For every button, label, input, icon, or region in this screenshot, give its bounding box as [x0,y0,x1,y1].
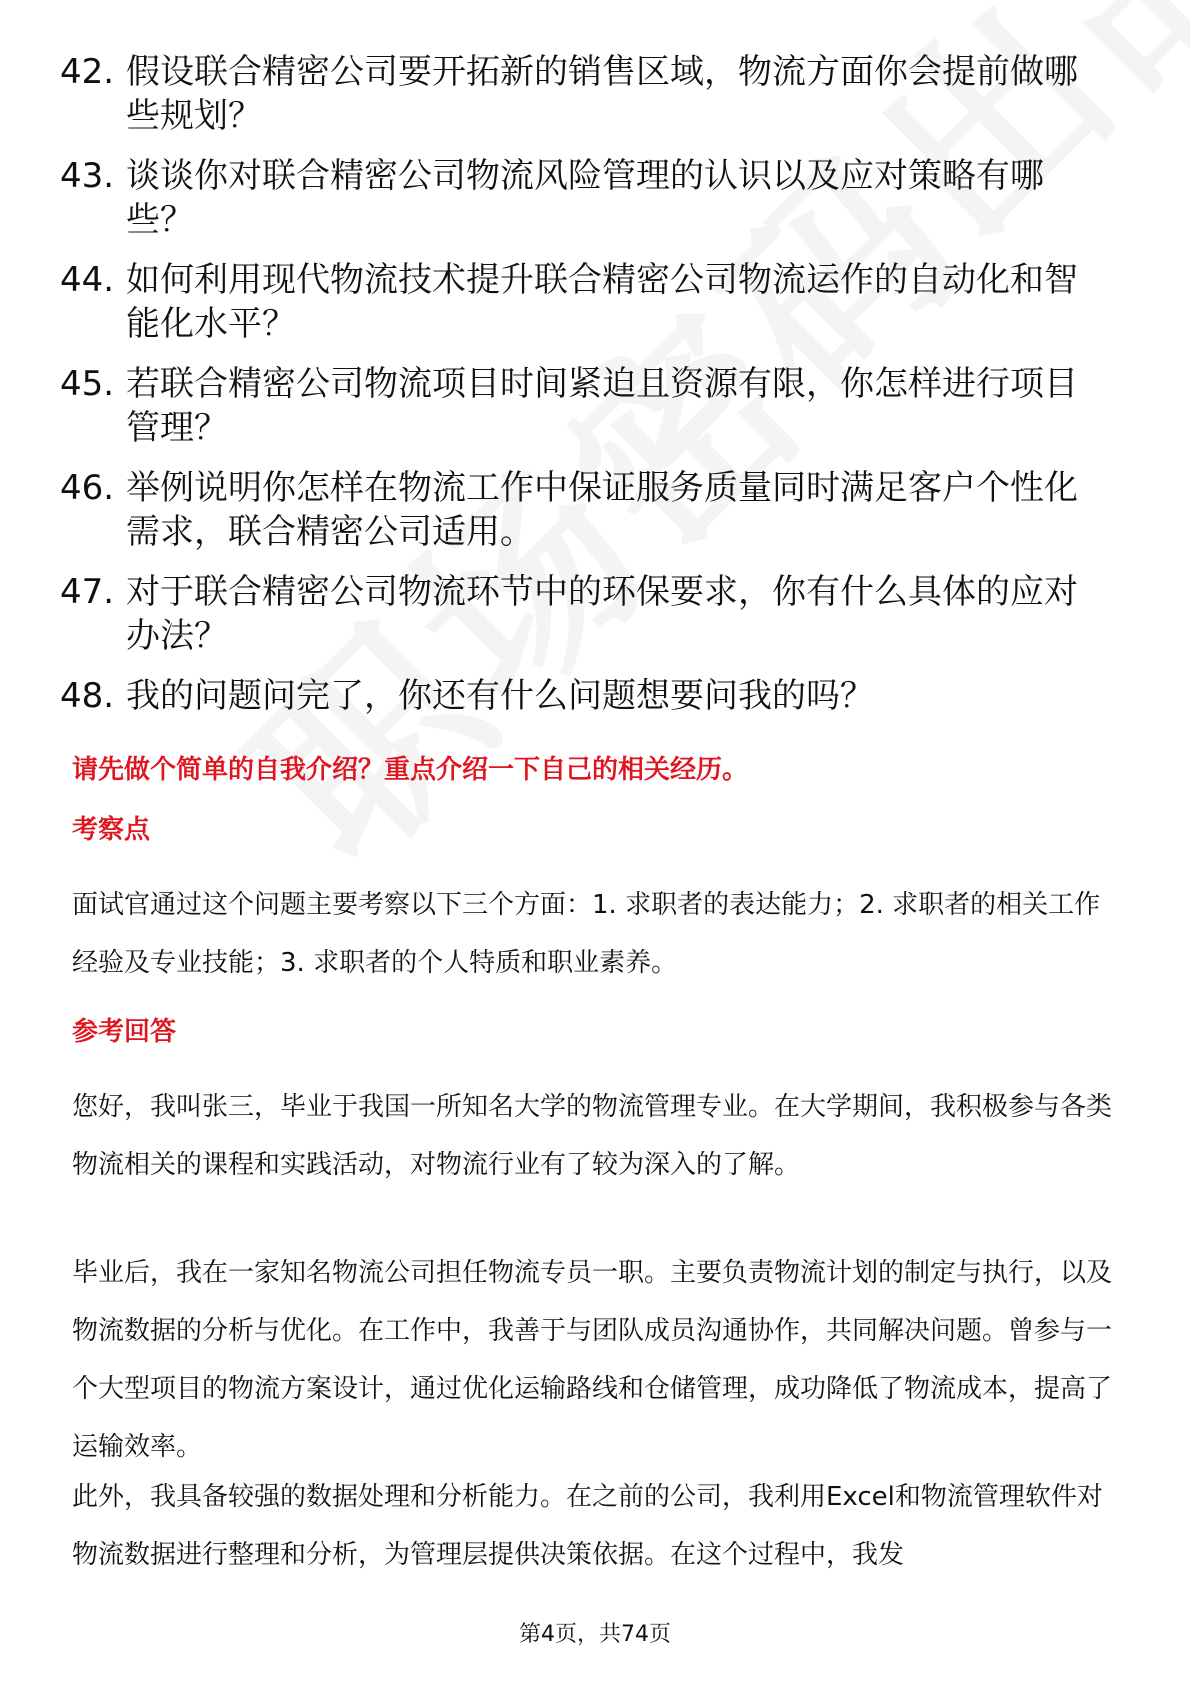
list-item [60,674,1120,718]
question-text: 举例说明你怎样在物流工作中保证服务质量同时满足客户个性化需求，联合精密公司适用。 [126,468,1078,552]
answer-heading: 参考回答 [72,1017,177,1047]
answer-paragraph: 您好，我叫张三，毕业于我国一所知名大学的物流管理专业。在大学期间，我积极参与各类物流相关的课程和实践活动，对物流行业有了较为深入的了解。 [72,1092,1113,1180]
question-text: 假设联合精密公司要开拓新的销售区域，物流方面你会提前做哪些规划？ [126,52,1078,136]
question-text: 若联合精密公司物流项目时间紧迫且资源有限，你怎样进行项目管理？ [126,364,1078,448]
question-list [60,50,1120,734]
question-title: 请先做个简单的自我介绍？重点介绍一下自己的相关经历。 [72,755,749,785]
question-number: 48. [60,676,115,716]
list-item [60,570,1120,658]
question-number: 44. [60,260,115,300]
question-text: 谈谈你对联合精密公司物流风险管理的认识以及应对策略有哪些？ [126,156,1044,240]
list-item [60,258,1120,346]
page-footer: 第4页，共74页 [519,1622,671,1647]
list-item [60,154,1120,242]
answer-paragraph: 毕业后，我在一家知名物流公司担任物流专员一职。主要负责物流计划的制定与执行，以及物流数据的分析与优化。在工作中，我善于与团队成员沟通协作，共同解决问题。曾参与一个大型项目的物流方案设计，通过优化运输路线和仓储管理，成功降低了物流成本，提高了运输效率。 [72,1258,1113,1462]
question-number: 47. [60,572,115,612]
question-number: 43. [60,156,115,196]
answer-paragraph: 此外，我具备较强的数据处理和分析能力。在之前的公司，我利用Excel和物流管理软件对物流数据进行整理和分析，为管理层提供决策依据。在这个过程中，我发 [72,1482,1103,1570]
assessment-text: 面试官通过这个问题主要考察以下三个方面：1. 求职者的表达能力；2. 求职者的相关工作经验及专业技能；3. 求职者的个人特质和职业素养。 [72,890,1101,978]
question-text: 对于联合精密公司物流环节中的环保要求，你有什么具体的应对办法？ [126,572,1078,656]
question-number: 45. [60,364,115,404]
question-text: 我的问题问完了，你还有什么问题想要问我的吗？ [126,676,874,716]
assessment-heading: 考察点 [72,815,151,845]
list-item [60,50,1120,138]
question-number: 42. [60,52,115,92]
question-text: 如何利用现代物流技术提升联合精密公司物流运作的自动化和智能化水平？ [126,260,1078,344]
list-item [60,362,1120,450]
list-item [60,466,1120,554]
question-number: 46. [60,468,115,508]
